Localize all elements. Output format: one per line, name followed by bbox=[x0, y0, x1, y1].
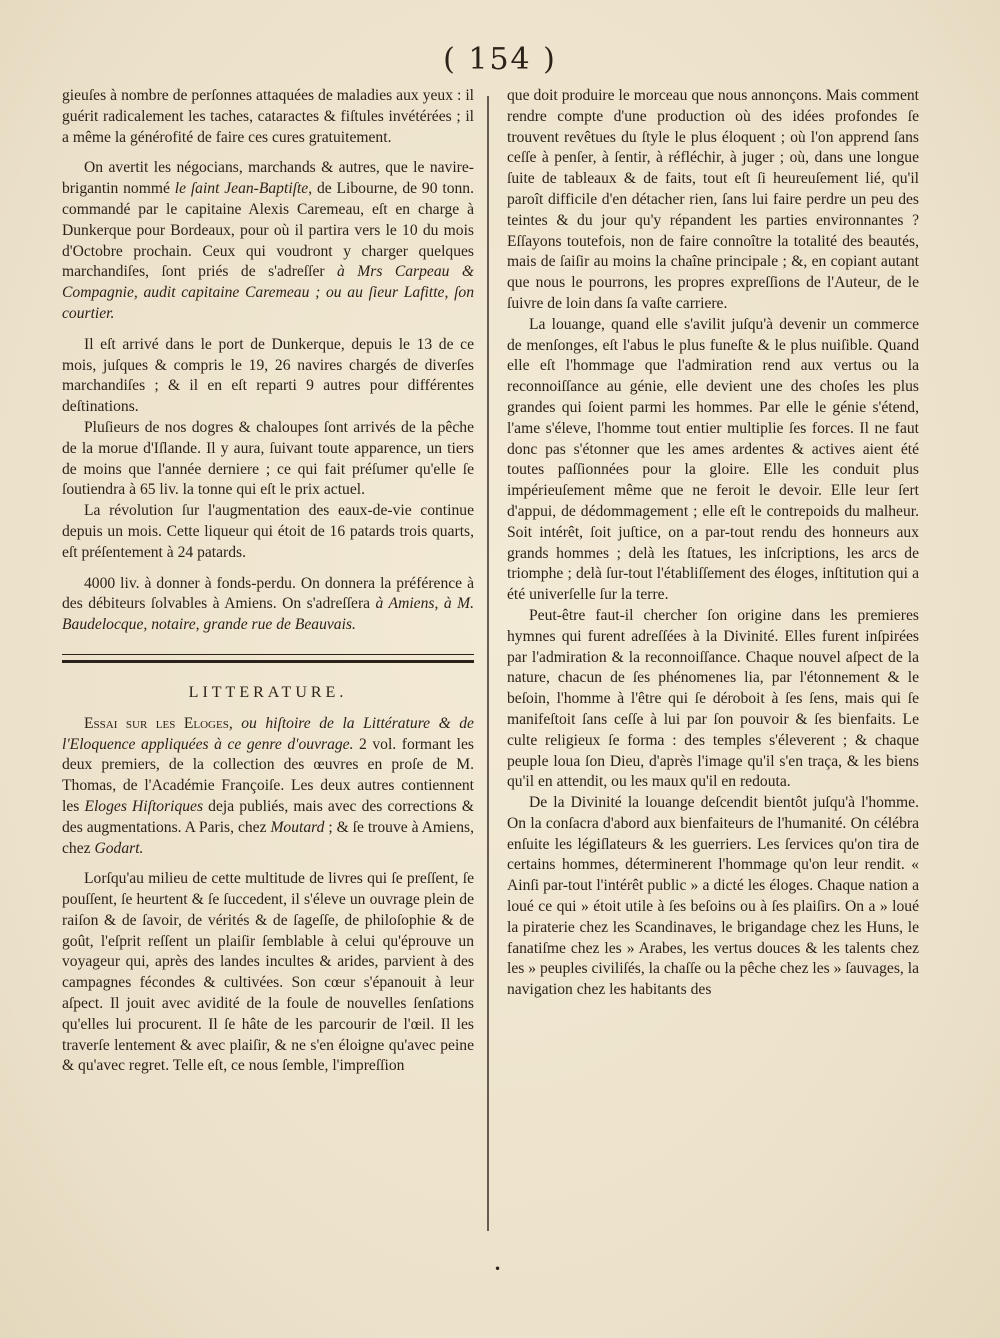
column-divider bbox=[487, 96, 489, 1231]
left-column bbox=[62, 86, 474, 1077]
paragraph-review-continued: que doit produire le morceau que nous annonçons. Mais comment rendre compte d'une production où des idées profondes ſe trouvent revêtues du ſtyle le plus éloquent ; où l'on apprend ſans ceſſe à penſer, à ſentir, à réfléchir, à juger ; où, dans une longue ſuite de tableaux & de faits, tout eſt ſi heureuſement lié, qu'il paroît difficile d'en détacher rien, ſans lui faire perdre un peu des teintes & du jour qu'y répandent les parties environnantes ? Eſſayons toutefois, non de faire connoître la totalité des beautés, mais de ſaiſir au moins la chaîne principale ; &, en copiant autant que nous le pourrons, les propres expreſſions de l'Auteur, de le ſuivre de loin dans ſa vaſte carriere. bbox=[507, 87, 919, 312]
footer-mark: • bbox=[494, 1262, 502, 1276]
paragraph-ship-notice: On avertit les négocians, marchands & autres, que le navire-brigantin nommé le ſaint Jean-Baptiſte, de Libourne, de 90 tonn. commandé par le capitaine Alexis Caremeau, eſt en charge à Dunkerque pour Bordeaux, pour où il partira vers le 10 du mois d'Octobre prochain. Ceux qui voudront y charger quelques marchandiſes, ſont priés de s'adreſſer à Mrs Carpeau & Compagnie, audit capitaine Caremeau ; ou au ſieur Lafitte, ſon courtier. bbox=[62, 159, 474, 322]
right-column bbox=[507, 86, 919, 1001]
paragraph-book-announcement: Essai sur les Eloges, ou hiſtoire de la Littérature & de l'Eloquence appliquées à ce genre d'ouvrage. 2 vol. formant les deux premiers, de la collection des œuvres en proſe de M. Thomas, de l'Académie Françoiſe. Les deux autres contiennent les Eloges Hiſtoriques deja publiés, mais avec des corrections & des augmentations. A Paris, chez Moutard ; & ſe trouve à Amiens, chez Godart. bbox=[62, 714, 474, 857]
paragraph-praise: La louange, quand elle s'avilit juſqu'à devenir un commerce de menſonges, eſt l'abus le plus funeſte & le plus nuiſible. Quand elle eſt l'hommage que l'admiration rend aux vertus ou la reconnoiſſance au génie, elle devient une des choſes les plus grandes qui ſoient parmi les hommes. Par elle le génie s'étend, l'ame s'éleve, l'homme tout entier multiplie ſes forces. Il ne faut donc pas s'étonner que les ames ardentes & actives aient été toutes paſſionnées pour la gloire. Elle les conduit plus impérieuſement même que ne feroit le devoir. Elle leur ſert d'appui, de dédommagement ; elle eſt le contrepoids du malheur. Soit intérêt, ſoit juſtice, on a par-tout rendu des honneurs aux grands hommes ; delà les ſtatues, les inſcriptions, les arcs de triomphe ; delà ſur-tout l'établiſſement des éloges, inſtitution qui a été univerſelle ſur la terre. bbox=[507, 315, 919, 604]
paragraph-annuity-offer: 4000 liv. à donner à fonds-perdu. On donnera la préférence à des débiteurs ſolvables à Amiens. On s'adreſſera à Amiens, à M. Baudelocque, notaire, grande rue de Beauvais. bbox=[62, 574, 474, 634]
section-title: LITTERATURE. bbox=[188, 683, 348, 701]
paragraph-eye-cures: gieuſes à nombre de perſonnes attaquées de maladies aux yeux : il guérit radicalement les taches, cataractes & fiſtules invétérées ; il a même la générofité de faire ces cures gratuitement. bbox=[62, 87, 474, 146]
section-divider-rule bbox=[62, 654, 474, 663]
paragraph-praise-of-men: De la Divinité la louange deſcendit bientôt juſqu'à l'homme. On la conſacra d'abord aux bienfaiteurs de l'humanité. On célébra enſuite les légiſlateurs & les guerriers. Les ſervices qu'on tira de certains hommes, déterminerent l'hommage qu'on leur rendit. « Ainſi par-tout l'intérêt public » a dicté les éloges. Chaque nation a loué ce qui » étoit utile à ſes beſoins ou à ſes plaiſirs. On a » loué la piraterie chez les Scandinaves, le brigandage chez les Huns, le fanatiſme chez les » Arabes, les vertus douces & les talents chez les » peuples civiliſés, la chaſſe ou la pêche chez les » ſauvages, la navigation chez les habitants des bbox=[507, 794, 919, 999]
paragraph-dunkerque-arrivals: Il eſt arrivé dans le port de Dunkerque, depuis le 13 de ce mois, juſques & compris le 19, 26 navires chargés de diverſes marchandiſes ; & il en eſt reparti 9 autres pour différentes deſtinations. bbox=[62, 335, 474, 416]
paragraph-brandy-prices: La révolution ſur l'augmentation des eaux-de-vie continue depuis un mois. Cette liqueur qui étoit de 16 patards trois quarts, eſt préſentement à 24 patards. bbox=[62, 502, 474, 561]
paragraph-review-opening: Lorſqu'au milieu de cette multitude de livres qui ſe preſſent, ſe pouſſent, ſe heurtent & ſe ſuccedent, il s'éleve un ouvrage plein de raiſon & de ſavoir, de vérités & de ſageſſe, de philoſophie & de goût, l'eſprit reſſent un plaiſir ſemblable à celui qu'éprouve un voyageur qui, après des landes incultes & arides, parvient à des campagnes fécondes & cultivées. Son cœur s'épanouit à leur aſpect. Il jouit avec avidité de la foule de nouvelles ſenſations qu'elles lui procurent. Il ſe hâte de les parcourir de l'œil. Il les traverſe lentement & avec plaiſir, & ne s'en éloigne qu'avec peine & qu'avec regret. Telle eſt, ce nous ſemble, l'impreſſion bbox=[62, 870, 474, 1075]
paragraph-origin-hymns: Peut-être faut-il chercher ſon origine dans les premieres hymnes qui furent adreſſées à la Divinité. Elles furent inſpirées par l'admiration & la reconnoiſſance. Chaque nouvel aſpect de la nature, chacun de ſes phénomenes lia, par l'étonnement & le beſoin, l'homme à l'être qui ſe déroboit à ſes ſens, mais qui ſe manifeſtoit ſans ceſſe à lui par ſon pouvoir & ſes bienfaits. Le culte religieux ſe forma : des temples s'éleverent ; & chaque peuple loua ſon Dieu, d'après l'image qu'il s'en traça, & les biens qu'il en attendit, ou les maux qu'il en redouta. bbox=[507, 606, 919, 791]
paragraph-cod-fishing: Pluſieurs de nos dogres & chaloupes ſont arrivés de la pêche de la morue d'Iſlande. Il y aura, ſuivant toute apparence, un tiers de moins que l'année derniere ; ce qui fait préſumer qu'elle ſe ſoutiendra à 65 liv. la tonne qui eſt le prix actuel. bbox=[62, 418, 474, 499]
page-number: ( 154 ) bbox=[443, 42, 557, 77]
